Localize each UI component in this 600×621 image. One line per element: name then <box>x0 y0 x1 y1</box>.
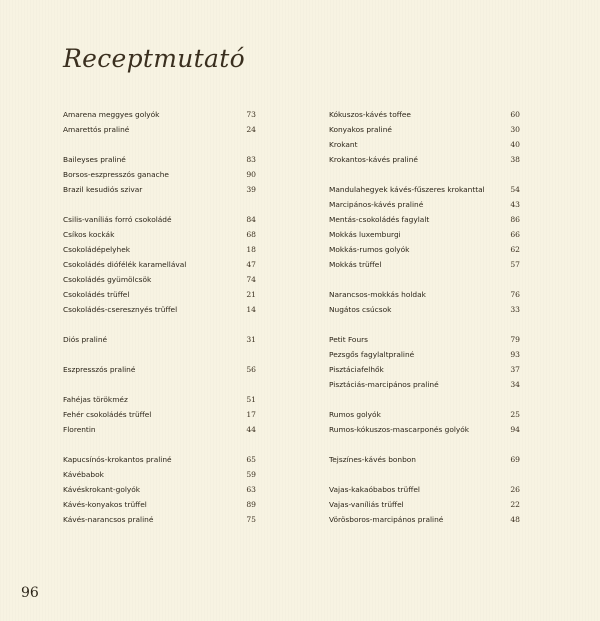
recipe-page-number: 44 <box>246 425 256 434</box>
index-entry <box>329 122 520 137</box>
index-entry <box>63 242 256 257</box>
index-entry <box>63 107 256 122</box>
recipe-name: Fahéjas törökméz <box>63 395 128 404</box>
recipe-page-number: 30 <box>510 125 520 134</box>
index-entry <box>63 122 256 137</box>
index-entry <box>329 302 520 317</box>
recipe-name: Rumos-kókuszos-mascarponés golyók <box>329 425 470 434</box>
index-entry <box>329 362 520 377</box>
index-entry <box>63 302 256 317</box>
recipe-name: Kapucsínós-krokantos praliné <box>63 455 172 464</box>
recipe-page-number: 14 <box>246 305 256 314</box>
index-entry <box>63 152 256 167</box>
index-entry <box>63 332 256 347</box>
recipe-page-number: 79 <box>510 335 520 344</box>
recipe-page-number: 68 <box>246 230 256 239</box>
index-entry <box>329 182 520 197</box>
recipe-name: Krokant <box>329 140 358 149</box>
index-entry <box>63 167 256 182</box>
recipe-name: Kávébabok <box>63 470 104 479</box>
recipe-name: Amarena meggyes golyók <box>63 110 160 119</box>
index-entry <box>63 497 256 512</box>
recipe-page-number: 38 <box>510 155 520 164</box>
recipe-page-number: 33 <box>510 305 520 314</box>
recipe-page-number: 76 <box>510 290 520 299</box>
index-entry <box>63 227 256 242</box>
index-entry <box>329 332 520 347</box>
recipe-page-number: 56 <box>246 365 256 374</box>
recipe-page-number: 74 <box>246 275 256 284</box>
index-entry <box>63 452 256 467</box>
recipe-page-number: 18 <box>246 245 256 254</box>
recipe-name: Diós praliné <box>63 335 108 344</box>
recipe-page-number: 63 <box>246 485 256 494</box>
index-entry <box>63 407 256 422</box>
recipe-name: Kávés-konyakos trüffel <box>63 500 147 509</box>
recipe-name: Csíkos kockák <box>63 230 115 239</box>
index-entry <box>63 287 256 302</box>
recipe-page-number: 48 <box>510 515 520 524</box>
recipe-page-number: 47 <box>246 260 256 269</box>
page-number: 96 <box>21 585 39 601</box>
recipe-page-number: 90 <box>246 170 256 179</box>
recipe-page-number: 93 <box>510 350 520 359</box>
recipe-page-number: 17 <box>246 410 256 419</box>
recipe-page-number: 51 <box>246 395 256 404</box>
index-column-left <box>63 107 256 527</box>
index-entry <box>63 182 256 197</box>
recipe-page-number: 66 <box>510 230 520 239</box>
index-entry <box>63 272 256 287</box>
recipe-name: Narancsos-mokkás holdak <box>329 290 426 299</box>
index-entry <box>329 137 520 152</box>
recipe-name: Tejszínes-kávés bonbon <box>329 455 416 464</box>
recipe-page-number: 31 <box>246 335 256 344</box>
index-entry <box>329 407 520 422</box>
recipe-page-number: 25 <box>510 410 520 419</box>
recipe-name: Fehér csokoládés trüffel <box>63 410 152 419</box>
recipe-name: Vajas-vaníliás trüffel <box>329 500 404 509</box>
recipe-name: Csokoládés trüffel <box>63 290 130 299</box>
recipe-page-number: 83 <box>246 155 256 164</box>
recipe-name: Csilis-vaníliás forró csokoládé <box>63 215 172 224</box>
index-entry <box>63 482 256 497</box>
index-entry <box>329 242 520 257</box>
recipe-name: Kávés-narancsos praliné <box>63 515 154 524</box>
page-title: Receptmutató <box>63 44 245 73</box>
recipe-page-number: 89 <box>246 500 256 509</box>
recipe-name: Marcipános-kávés praliné <box>329 200 424 209</box>
recipe-page-number: 84 <box>246 215 256 224</box>
index-entry <box>63 512 256 527</box>
index-entry <box>329 482 520 497</box>
recipe-page-number: 57 <box>510 260 520 269</box>
recipe-page-number: 65 <box>246 455 256 464</box>
recipe-page-number: 39 <box>246 185 256 194</box>
recipe-name: Kávéskrokant-golyók <box>63 485 141 494</box>
recipe-page-number: 26 <box>510 485 520 494</box>
recipe-page-number: 34 <box>510 380 520 389</box>
index-entry <box>329 227 520 242</box>
recipe-name: Konyakos praliné <box>329 125 392 134</box>
recipe-name: Borsos-eszpresszós ganache <box>63 170 169 179</box>
index-entry <box>63 422 256 437</box>
recipe-name: Krokantos-kávés praliné <box>329 155 418 164</box>
index-entry <box>329 287 520 302</box>
index-entry <box>329 377 520 392</box>
recipe-page-number: 24 <box>246 125 256 134</box>
recipe-page-number: 75 <box>246 515 256 524</box>
index-entry <box>329 347 520 362</box>
recipe-name: Kókuszos-kávés toffee <box>329 110 411 119</box>
recipe-name: Rumos golyók <box>329 410 381 419</box>
recipe-name: Vörösboros-marcipános praliné <box>329 515 444 524</box>
recipe-name: Mokkás-rumos golyók <box>329 245 410 254</box>
recipe-name: Vajas-kakaóbabos trüffel <box>329 485 420 494</box>
recipe-page-number: 86 <box>510 215 520 224</box>
recipe-name: Nugátos csúcsok <box>329 305 392 314</box>
recipe-name: Pisztáciás-marcipános praliné <box>329 380 439 389</box>
index-column-right <box>329 107 520 527</box>
recipe-page-number: 37 <box>510 365 520 374</box>
index-entry <box>329 212 520 227</box>
recipe-name: Brazil kesudiós szivar <box>63 185 143 194</box>
recipe-name: Pezsgős fagylaltpraliné <box>329 350 415 359</box>
recipe-name: Mokkás luxemburgi <box>329 230 401 239</box>
index-entry <box>329 152 520 167</box>
recipe-name: Petit Fours <box>329 335 369 344</box>
index-entry <box>329 107 520 122</box>
recipe-page-number: 22 <box>510 500 520 509</box>
index-entry <box>63 392 256 407</box>
index-entry <box>63 467 256 482</box>
index-entry <box>329 452 520 467</box>
recipe-page-number: 21 <box>246 290 256 299</box>
recipe-name: Eszpresszós praliné <box>63 365 136 374</box>
recipe-name: Mandulahegyek kávés-fűszeres krokanttal <box>329 185 485 194</box>
index-entry <box>329 497 520 512</box>
index-entry <box>329 257 520 272</box>
recipe-page-number: 73 <box>246 110 256 119</box>
recipe-page-number: 94 <box>510 425 520 434</box>
recipe-page-number: 69 <box>510 455 520 464</box>
recipe-page-number: 40 <box>510 140 520 149</box>
recipe-name: Csokoládépelyhek <box>63 245 131 254</box>
recipe-page-number: 62 <box>510 245 520 254</box>
index-entry <box>329 512 520 527</box>
recipe-name: Mokkás trüffel <box>329 260 382 269</box>
recipe-name: Florentin <box>63 425 96 434</box>
recipe-name: Csokoládés gyümölcsök <box>63 275 152 284</box>
recipe-name: Csokoládés-cseresznyés trüffel <box>63 305 178 314</box>
index-entry <box>329 422 520 437</box>
recipe-page-number: 60 <box>510 110 520 119</box>
recipe-name: Csokoládés diófélék karamellával <box>63 260 187 269</box>
index-entry <box>63 362 256 377</box>
recipe-name: Pisztáciafelhők <box>329 365 384 374</box>
index-entry <box>63 257 256 272</box>
recipe-name: Mentás-csokoládés fagylalt <box>329 215 430 224</box>
recipe-page-number: 54 <box>510 185 520 194</box>
recipe-name: Baileyses praliné <box>63 155 126 164</box>
index-entry <box>329 197 520 212</box>
index-entry <box>63 212 256 227</box>
recipe-name: Amarettós praliné <box>63 125 130 134</box>
recipe-page-number: 59 <box>246 470 256 479</box>
recipe-page-number: 43 <box>510 200 520 209</box>
